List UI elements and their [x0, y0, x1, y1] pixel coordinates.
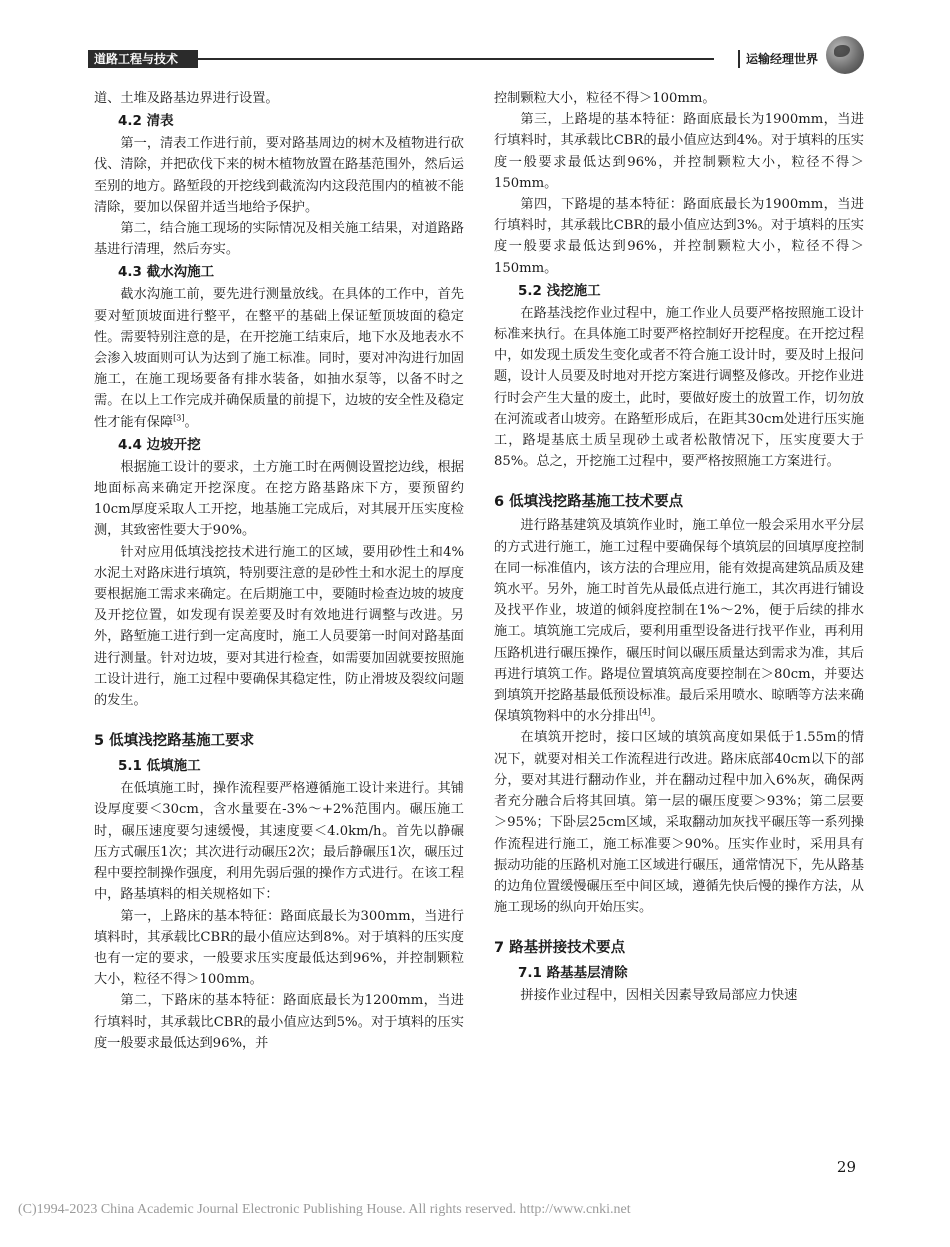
paragraph: 进行路基建筑及填筑作业时，施工单位一般会采用水平分层的方式进行施工，施工过程中要确保每个填筑层的回填厚度控制在同一标准值内，该方法的合理应用，能有效提高建筑品质及建筑水平。另外，施工时首先从最低点进行施工，其次再进行铺设及找平作业，坡道的倾斜度控制在1%～2%，便于后续的排水施工。填筑施工完成后，要利用重型设备进行找平作业，再利用压路机进行碾压操作，碾压时间以碾压质量达到需求为准，其后再进行填筑工作。路堤位置填筑高度要控制在＞80cm，并要达到填筑开挖路基最低预设标准。最后采用喷水、晾晒等方法来确保填筑物料中的水分排出[4]。 [494, 518, 864, 725]
paragraph: 第二，下路床的基本特征：路面底最长为1200mm，当进行填料时，其承载比CBR的最小值应达到5%。对于填料的压实度一般要求最低达到96%，并 [94, 993, 464, 1051]
paragraph: 控制颗粒大小，粒径不得＞100mm。 [494, 91, 716, 106]
subsection-heading: 4.4 边坡开挖 [118, 436, 201, 453]
copyright-footer: (C)1994-2023 China Academic Journal Electronic Publishing House. All rights reserved. http://www.cnki.net [18, 1202, 631, 1217]
header-rule [198, 58, 714, 60]
paragraph: 第三，上路堤的基本特征：路面底最长为1900mm，当进行填料时，其承载比CBR的最小值应达到4%。对于填料的压实度一般要求最低达到96%，并控制颗粒大小，粒径不得＞150mm。 [494, 112, 864, 191]
paragraph: 截水沟施工前，要先进行测量放线。在具体的工作中，首先要对堑顶坡面进行整平，在整平的基础上保证堑顶坡面的稳定性。需要特别注意的是，在开挖施工结束后，地下水及地表水不会渗入坡面则可认为达到了施工标准。同时，要对冲沟进行加固施工，在施工现场要备有排水装备，如抽水泵等，以备不时之需。在以上工作完成并确保质量的前提下，边坡的安全性及稳定性才能有保障[3]。 [94, 287, 464, 430]
journal-name: 运输经理世界 [738, 50, 824, 68]
citation-ref[interactable]: [4] [639, 707, 651, 717]
paragraph: 在路基浅挖作业过程中，施工作业人员要严格按照施工设计标准来执行。在具体施工时要严格控制好开挖程度。在开挖过程中，如发现土质发生变化或者不符合施工设计时，要及时上报问题，设计人员要及时地对开挖方案进行调整及修改。开挖作业进行时会产生大量的废土，此时，要做好废土的放置工作，切勿放在河流或者山坡旁。在路堑形成后，在距其30cm处进行压实施工，路堤基底土质呈现砂土或者松散情况下，压实度要大于85%。总之，开挖施工过程中，要严格按照施工方案进行。 [494, 305, 864, 470]
subsection-heading: 7.1 路基基层清除 [518, 965, 628, 982]
subsection-heading: 4.3 截水沟施工 [118, 264, 215, 281]
running-header [88, 50, 864, 68]
paragraph: 在填筑开挖时，接口区域的填筑高度如果低于1.55m的情况下，就要对相关工作流程进行改进。路床底部40cm以下的部分，要对其进行翻动作业，并在翻动过程中加入6%灰，确保两者充分融合后将其回填。第一层的碾压度要＞93%；第二层要＞95%；下卧层25cm区域，采取翻动加灰找平碾压等一系列操作流程进行施工，施工标准要＞90%。压实作业时，采用具有振动功能的压路机对施工区域进行碾压，通常情况下，先从路基的边角位置缓慢碾压至中间区域，遵循先快后慢的操作方法，从施工现场的纵向开始压实。 [494, 730, 864, 916]
paragraph: 第四，下路堤的基本特征：路面底最长为1900mm，当进行填料时，其承载比CBR的最小值应达到3%。对于填料的压实度一般要求最低达到96%，并控制颗粒大小，粒径不得＞150mm。 [494, 197, 864, 276]
section-label: 道路工程与技术 [88, 50, 198, 68]
section-heading: 7 路基拼接技术要点 [494, 940, 626, 957]
paragraph: 针对应用低填浅挖技术进行施工的区域，要用砂性土和4%水泥土对路床进行填筑，特别要注意的是砂性土和水泥土的厚度要根据施工需求来确定。在后期施工中，要随时检查边坡的坡度及开挖位置，如发现有误差要及时有效地进行调整与改进。另外，路堑施工进行到一定高度时，施工人员要第一时间对路基面进行测量。针对边坡，要对其进行检查，如需要加固就要按照施工设计进行，施工过程中要确保其稳定性，防止滑坡及裂纹问题的发生。 [94, 544, 464, 709]
subsection-heading: 4.2 清表 [118, 113, 174, 130]
paragraph: 根据施工设计的要求，土方施工时在两侧设置挖边线，根据地面标高来确定开挖深度。在挖方路基路床下方，要预留约10cm厚度采取人工开挖，地基施工完成后，对其展开压实度检测，其致密性要大于90%。 [94, 459, 464, 539]
paragraph: 拼接作业过程中，因相关因素导致局部应力快速 [520, 988, 798, 1004]
paragraph: 在低填施工时，操作流程要严格遵循施工设计来进行。其铺设厚度要＜30cm，含水量要在-3%～+2%范围内。碾压施工时，碾压速度要匀速缓慢，其速度要＜4.0km/h。首先以静碾压方式碾压1次；其次进行动碾压2次；最后静碾压1次，碾压过程中要控制操作强度，利用先弱后强的操作方式进行。在该工程中，路基填料的相关规格如下： [94, 781, 464, 903]
section-heading: 5 低填浅挖路基施工要求 [94, 733, 255, 750]
left-column [94, 88, 464, 1054]
subsection-heading: 5.2 浅挖施工 [518, 282, 601, 299]
paragraph: 第一，清表工作进行前，要对路基周边的树木及植物进行砍伐、清除，并把砍伐下来的树木植物放置在路基范围外，然后运至别的地方。路堑段的开挖线到截流沟内这段范围内的植被不能清除，要加以保留并适当地给予保护。 [94, 136, 464, 215]
section-heading: 6 低填浅挖路基施工技术要点 [494, 494, 684, 511]
paragraph: 第二，结合施工现场的实际情况及相关施工结果，对道路路基进行清理，然后夯实。 [94, 221, 464, 258]
globe-icon [826, 36, 864, 74]
page-number: 29 [836, 1158, 856, 1176]
subsection-heading: 5.1 低填施工 [118, 758, 201, 775]
paragraph: 第一，上路床的基本特征：路面底最长为300mm，当进行填料时，其承载比CBR的最小值应达到8%。对于填料的压实度也有一定的要求，一般要求压实度最低达到96%，并控制颗粒大小，粒径不得＞100mm。 [94, 908, 464, 988]
right-column [494, 88, 864, 1007]
citation-ref[interactable]: [3] [173, 413, 185, 423]
paragraph: 道、土堆及路基边界进行设置。 [94, 91, 279, 106]
